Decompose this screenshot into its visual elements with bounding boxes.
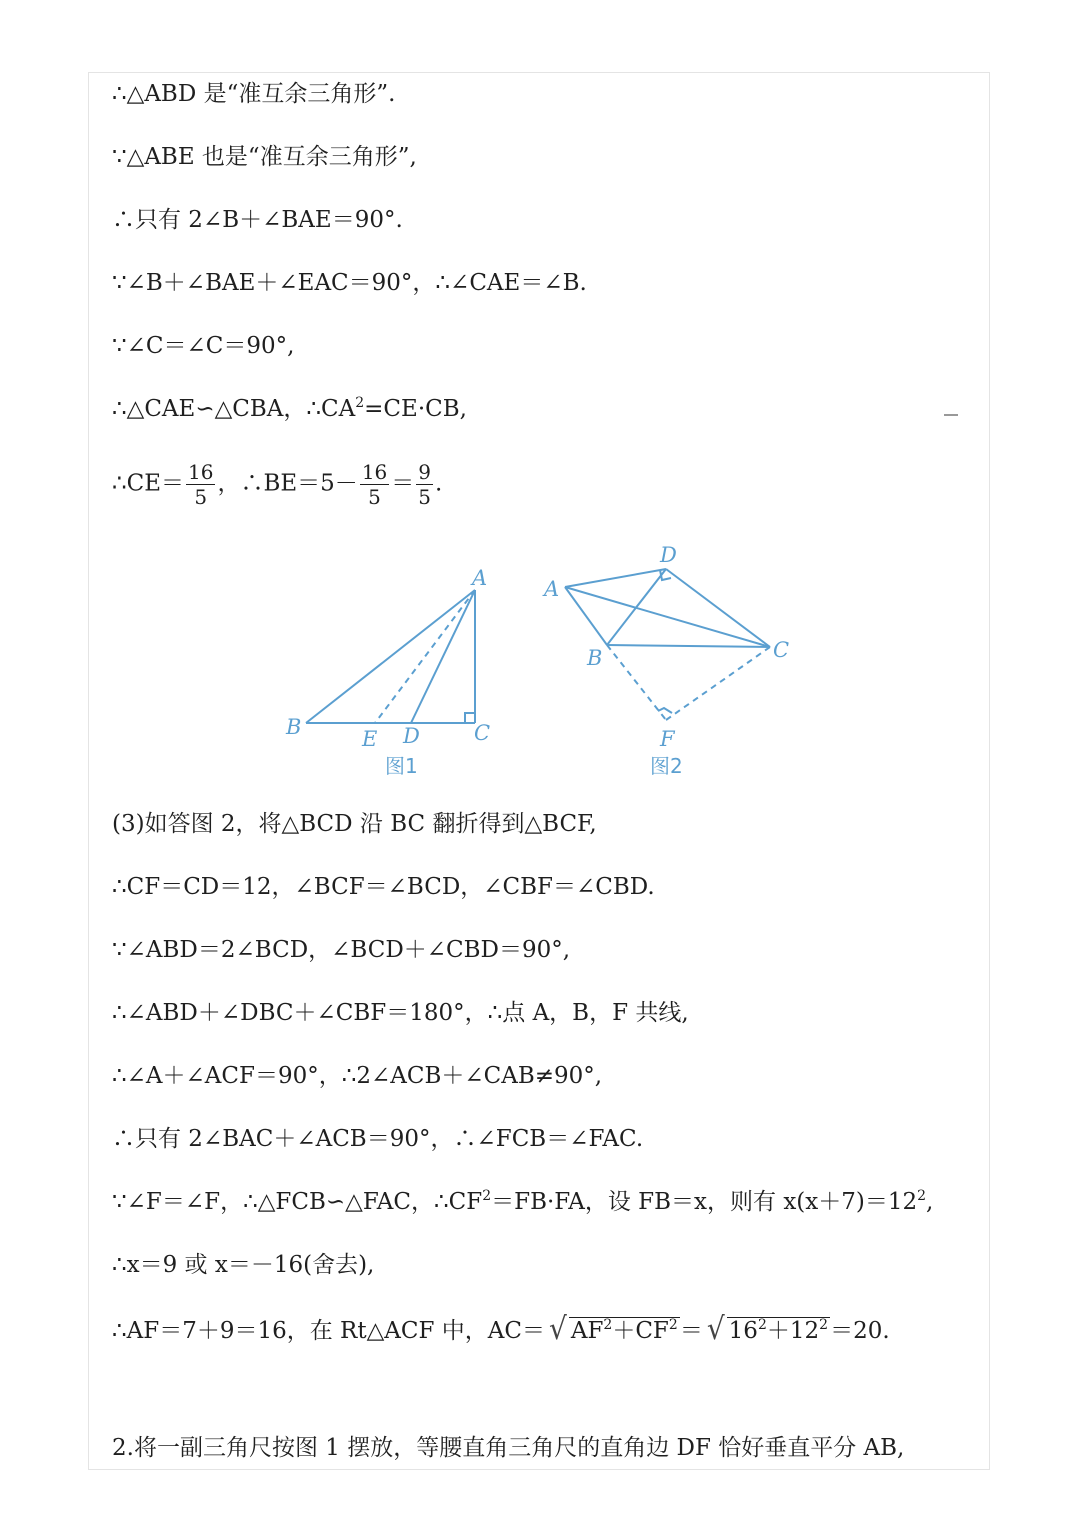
vertex-label-a: A	[544, 577, 560, 601]
text-line: (3)如答图 2，将△BCD 沿 BC 翻折得到△BCF,	[112, 811, 597, 837]
sqrt-expression: $16^2+12^2$	[728, 1317, 829, 1344]
segment-ad	[411, 590, 475, 723]
vertex-label-f: F	[660, 727, 675, 751]
radical-sign: √	[706, 1310, 725, 1347]
segment-dc	[666, 569, 770, 647]
segment-ab	[565, 587, 607, 645]
text-line: ∴△ABD 是“准互余三角形”.	[112, 81, 396, 107]
text-segment: ＝20.	[830, 1318, 890, 1344]
text-line-equation: ∵∠F＝∠F，∴△FCB∽△FAC，$\therefore CF^2=FB\cdot FA$，设 FB＝x，则有 $x(x+7)=12^2$,	[112, 1188, 934, 1215]
text-line: ∵△ABE 也是“准互余三角形”,	[112, 144, 417, 170]
figure-2-caption: 图2	[650, 754, 683, 778]
vertex-label-d: D	[660, 543, 677, 567]
vertex-label-c: C	[773, 638, 790, 662]
text-line: ∴只有 2∠B＋∠BAE＝90°.	[112, 207, 403, 233]
radical-sign: √	[548, 1310, 567, 1347]
text-line: ∴CF＝CD＝12，∠BCF＝∠BCD，∠CBF＝∠CBD.	[112, 874, 655, 900]
segment-bd	[607, 569, 666, 645]
text-line: ∵∠ABD＝2∠BCD，∠BCD＋∠CBD＝90°,	[112, 937, 571, 963]
segment-fc-dashed	[666, 647, 770, 720]
text-line: ∵∠B＋∠BAE＋∠EAC＝90°，∴∠CAE＝∠B.	[112, 270, 587, 296]
text-segment: =CE·CB,	[364, 396, 467, 422]
vertex-label-b: B	[587, 646, 603, 670]
text-segment: ＝	[391, 470, 415, 497]
text-segment: ∴AF＝7＋9＝16，在 Rt△ACF 中，AC＝	[112, 1318, 545, 1344]
text-segment: ，∴BE＝5－	[217, 470, 358, 497]
text-segment: ∴△CAE∽△CBA，∴CA	[112, 396, 356, 422]
text-line-sqrt	[112, 1310, 890, 1347]
fraction: $\frac{16}{5}$	[361, 460, 388, 509]
segment-ad	[565, 569, 666, 587]
problem-2-statement: 2.将一副三角尺按图 1 摆放，等腰直角三角尺的直角边 DF 恰好垂直平分 AB,	[112, 1435, 905, 1461]
text-segment: ＝FB·FA，设 FB＝x，则有 x(x＋7)＝12	[491, 1189, 918, 1215]
fraction: $\frac{9}{5}$	[418, 460, 431, 509]
segment-bf-dashed	[607, 645, 666, 720]
fraction: $\frac{16}{5}$	[188, 460, 214, 509]
segment-ab	[306, 590, 475, 723]
right-angle-mark-f	[658, 708, 672, 713]
vertex-label-d: D	[403, 724, 420, 748]
scan-mark	[944, 414, 958, 416]
text-line: ∴∠ABD＋∠DBC＋∠CBF＝180°，∴点 A，B，F 共线,	[112, 1000, 689, 1026]
text-line: ∴x＝9 或 x＝－16(舍去),	[112, 1252, 375, 1278]
vertex-label-a: A	[472, 566, 488, 590]
text-line: ∴只有 2∠BAC＋∠ACB＝90°，∴∠FCB＝∠FAC.	[112, 1126, 644, 1152]
text-segment: ,	[926, 1189, 934, 1215]
text-line: ∴∠A＋∠ACF＝90°，∴2∠ACB＋∠CAB≠90°,	[112, 1063, 603, 1089]
ce-line	[112, 460, 442, 509]
text-segment: ∴CE＝	[112, 470, 185, 497]
segment-ac	[565, 587, 770, 647]
segment-bc	[607, 645, 770, 647]
vertex-label-c: C	[474, 721, 491, 745]
text-segment: ∵∠F＝∠F，∴△FCB∽△FAC，∴CF	[112, 1189, 483, 1215]
text-line-similar-triangles: ∴△CAE∽△CBA，$\therefore CA^2=CE\cdot CB$,	[112, 395, 467, 422]
vertex-label-b: B	[286, 715, 302, 739]
text-segment: ＝	[679, 1318, 703, 1344]
sqrt-expression: $AF^2+CF^2$	[570, 1317, 678, 1344]
figure-2	[565, 569, 770, 720]
geometry-figures	[280, 540, 800, 780]
text-segment: .	[435, 470, 443, 497]
vertex-label-e: E	[362, 727, 378, 751]
figure-1	[306, 590, 475, 723]
figure-1-caption: 图1	[385, 754, 418, 778]
text-line: ∵∠C＝∠C＝90°,	[112, 333, 295, 359]
